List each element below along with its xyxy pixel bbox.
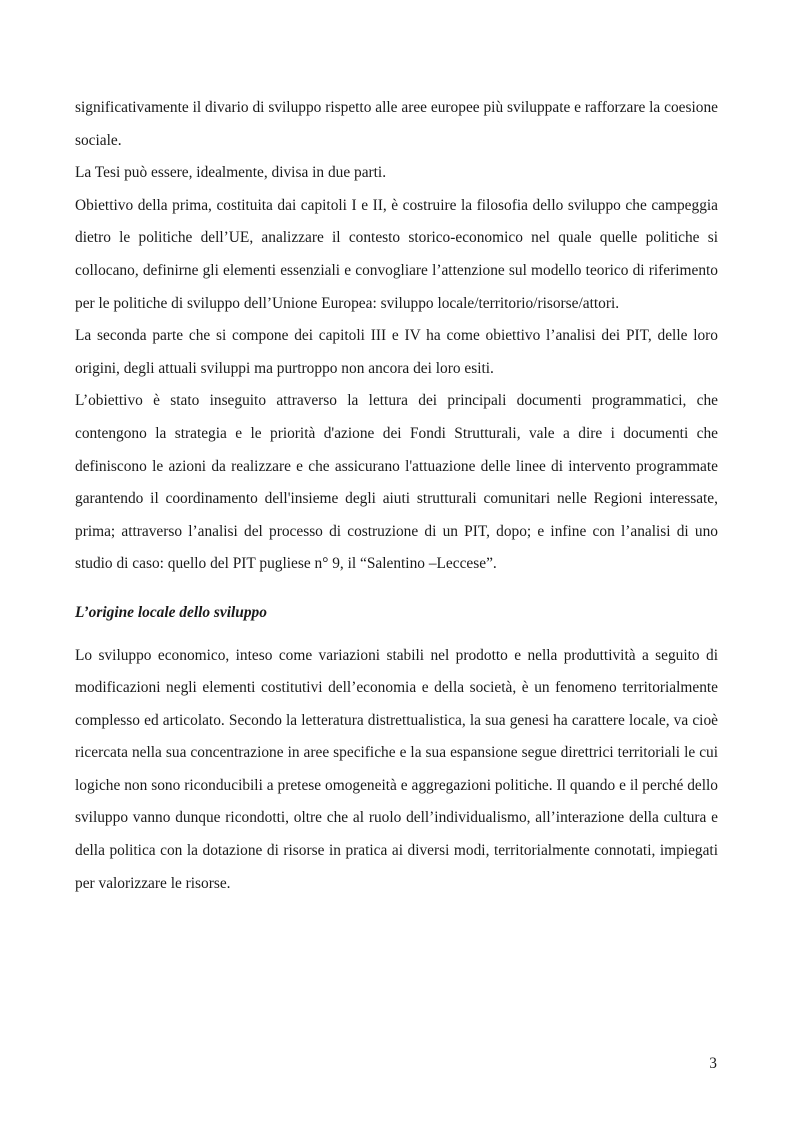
paragraph: La seconda parte che si compone dei capitoli III e IV ha come obiettivo l’analisi dei PIT, delle loro origini, degli attuali sviluppi ma purtroppo non ancora dei loro esiti. [75,327,718,377]
paragraph: Obiettivo della prima, costituita dai capitoli I e II, è costruire la filosofia dello sviluppo che campeggia dietro le politiche dell’UE, analizzare il contesto storico-economico nel quale quelle politiche si collocano, definirne gli elementi essenziali e convogliare l’attenzione sul modello teorico di riferimento per le politiche di sviluppo dell’Unione Europea: sviluppo locale/territorio/risorse/attori. [75,196,718,312]
page-number: 3 [709,1055,717,1072]
paragraph: significativamente il divario di sviluppo rispetto alle aree europee più sviluppate e rafforzare la coesione sociale. [75,99,718,149]
paragraph: La Tesi può essere, idealmente, divisa in due parti. [75,164,387,182]
section-heading: L’origine locale dello sviluppo [75,603,267,621]
paragraph: Lo sviluppo economico, inteso come variazioni stabili nel prodotto e nella produttività a seguito di modificazioni negli elementi costitutivi dell’economia e della società, è un fenomeno territorialmente complesso ed articolato. Secondo la letteratura distrettualistica, la sua genesi ha carattere locale, va cioè ricercata nella sua concentrazione in aree specifiche e la sua espansione segue direttrici territoriali le cui logiche non sono riconducibili a pretese omogeneità e aggregazioni politiche. Il quando e il perché dello sviluppo vanno dunque ricondotti, oltre che al ruolo dell’individualismo, all’interazione della cultura e della politica con la dotazione di risorse in pratica ai diversi modi, territorialmente connotati, impiegati per valorizzare le risorse. [75,646,718,892]
page-body [75,92,718,900]
paragraph: L’obiettivo è stato inseguito attraverso la lettura dei principali documenti programmatici, che contengono la strategia e le priorità d'azione dei Fondi Strutturali, vale a dire i documenti che definiscono le azioni da realizzare e che assicurano l'attuazione delle linee di intervento programmate garantendo il coordinamento dell'insieme degli aiuti strutturali comunitari nelle Regioni interessate, prima; attraverso l’analisi del processo di costruzione di un PIT, dopo; e infine con l’analisi di uno studio di caso: quello del PIT pugliese n° 9, il “Salentino –Leccese”. [75,392,718,573]
